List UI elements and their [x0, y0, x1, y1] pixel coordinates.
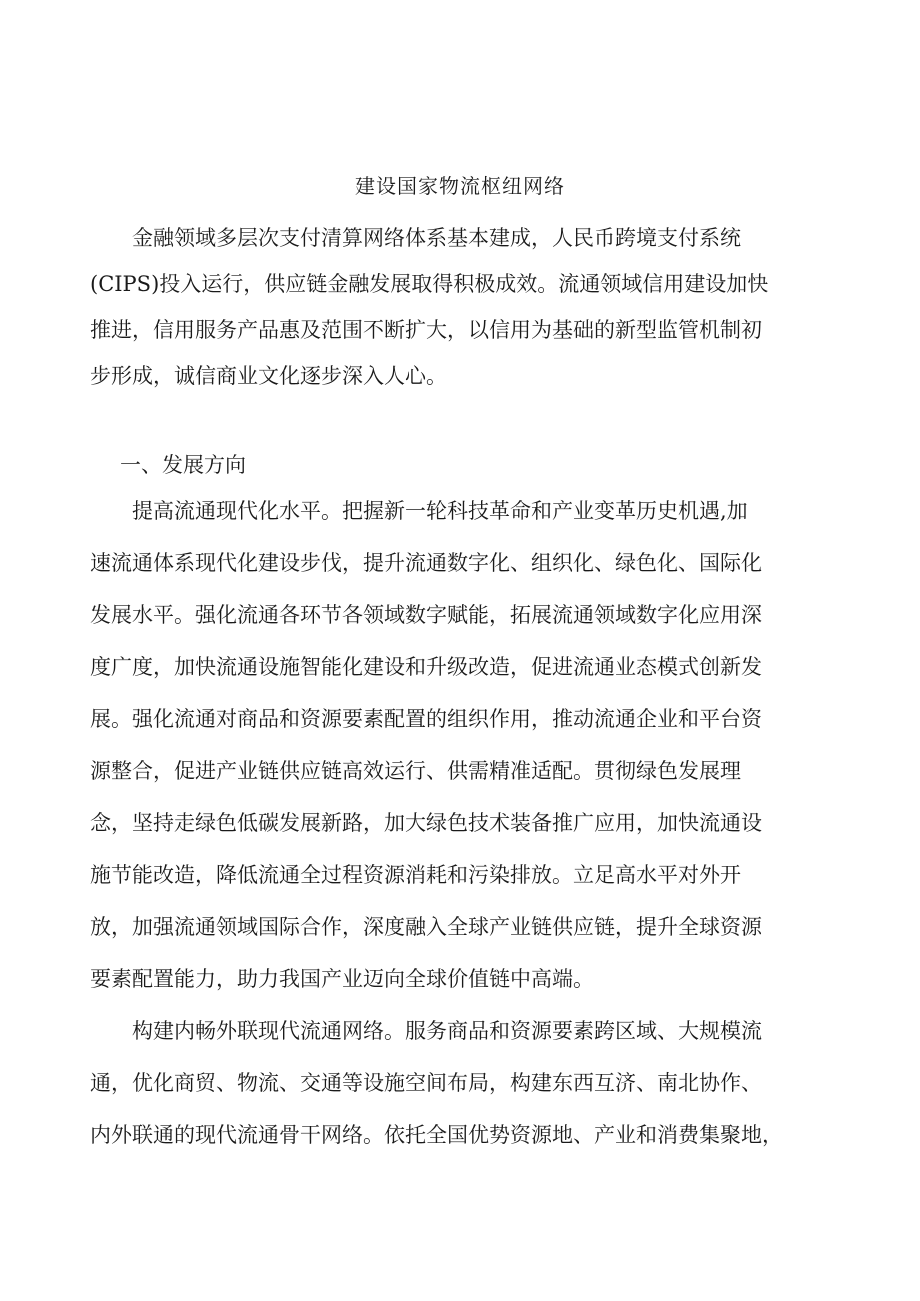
paragraph-line: 发展水平。强化流通各环节各领域数字赋能，拓展流通领域数字化应用深	[90, 603, 762, 627]
paragraph-line: 源整合，促进产业链供应链高效运行、供需精准适配。贯彻绿色发展理	[90, 759, 741, 783]
document-title: 建设国家物流枢纽网络	[355, 174, 565, 198]
paragraph-line: 推进，信用服务产品惠及范围不断扩大，以信用为基础的新型监管机制初	[90, 318, 762, 342]
paragraph-line: 念，坚持走绿色低碳发展新路，加大绿色技术装备推广应用，加快流通设	[90, 811, 762, 835]
paragraph-line: 步形成，诚信商业文化逐步深入人心。	[90, 364, 447, 388]
paragraph-line: 度广度，加快流通设施智能化建设和升级改造，促进流通业态模式创新发	[90, 655, 762, 679]
paragraph-network	[90, 1005, 835, 1161]
paragraph-payment-system	[90, 215, 835, 399]
paragraph-line: 要素配置能力，助力我国产业迈向全球价值链中高端。	[90, 967, 594, 991]
paragraph-modernization	[90, 485, 835, 1005]
paragraph-line: 展。强化流通对商品和资源要素配置的组织作用，推动流通企业和平台资	[90, 707, 762, 731]
paragraph-line: 提高流通现代化水平。把握新一轮科技革命和产业变革历史机遇,加	[90, 499, 748, 523]
paragraph-line: 施节能改造，降低流通全过程资源消耗和污染排放。立足高水平对外开	[90, 863, 741, 887]
paragraph-line: 金融领域多层次支付清算网络体系基本建成，人民币跨境支付系统	[90, 226, 741, 250]
paragraph-line: 速流通体系现代化建设步伐，提升流通数字化、组织化、绿色化、国际化	[90, 551, 762, 575]
paragraph-line: 构建内畅外联现代流通网络。服务商品和资源要素跨区域、大规模流	[90, 1019, 762, 1043]
section-heading: 一、发展方向	[120, 453, 246, 477]
paragraph-line: 内外联通的现代流通骨干网络。依托全国优势资源地、产业和消费集聚地，	[90, 1123, 783, 1147]
paragraph-line: (CIPS)投入运行，供应链金融发展取得积极成效。流通领域信用建设加快	[90, 272, 769, 296]
paragraph-line: 放，加强流通领域国际合作，深度融入全球产业链供应链，提升全球资源	[90, 915, 762, 939]
paragraph-line: 通，优化商贸、物流、交通等设施空间布局，构建东西互济、南北协作、	[90, 1071, 762, 1095]
